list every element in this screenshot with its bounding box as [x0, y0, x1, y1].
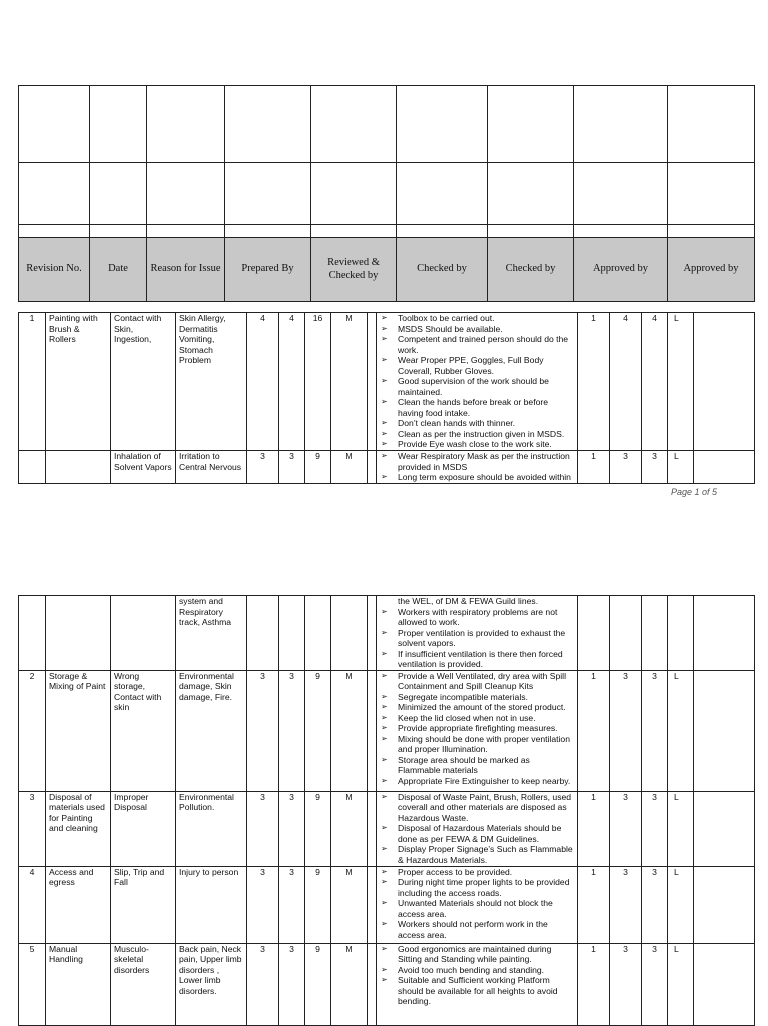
residual-level-cell: L	[668, 791, 694, 866]
spacer-cell	[368, 791, 377, 866]
residual-severity-cell: 1	[578, 943, 610, 1025]
consequence-cell: Skin Allergy, Dermatitis Vomiting, Stomach Problem	[176, 313, 247, 451]
risk-score-cell: 9	[305, 451, 331, 484]
residual-likelihood-cell: 3	[610, 943, 642, 1025]
residual-likelihood-cell: 3	[610, 670, 642, 791]
control-measure-item: ➢ If insufficient ventilation is there then forced ventilation is provided.	[380, 649, 574, 670]
control-measure-item: ➢ Clean the hands before break or before having food intake.	[380, 397, 574, 418]
risk-level-cell	[331, 596, 368, 671]
consequence-cell: Irritation to Central Nervous	[176, 451, 247, 484]
remarks-cell	[694, 596, 755, 671]
residual-level-cell: L	[668, 943, 694, 1025]
spacer-cell	[368, 451, 377, 484]
activity-cell: Storage & Mixing of Paint	[46, 670, 111, 791]
control-measure-item: ➢ Wear Respiratory Mask as per the instruction provided in MSDS	[380, 451, 574, 472]
consequence-cell: Back pain, Neck pain, Upper limb disorders , Lower limb disorders.	[176, 943, 247, 1025]
remarks-cell	[694, 670, 755, 791]
severity-cell: 3	[247, 451, 279, 484]
risk-score-cell: 9	[305, 791, 331, 866]
hazard-cell: Musculo-skeletal disorders	[111, 943, 176, 1025]
residual-level-cell: L	[668, 866, 694, 943]
control-measure-item: ➢ Proper access to be provided.	[380, 867, 574, 878]
residual-score-cell: 3	[642, 670, 668, 791]
residual-severity-cell: 1	[578, 313, 610, 451]
control-measure-item: ➢ Segregate incompatible materials.	[380, 692, 574, 703]
header-approved-by: Approved by	[668, 238, 755, 302]
item-number: 1	[19, 313, 46, 451]
control-measure-item: ➢ Workers should not perform work in the access area.	[380, 919, 574, 940]
control-measure-item: ➢ Clean as per the instruction given in MSDS.	[380, 429, 574, 440]
control-measure-item: ➢ Workers with respiratory problems are not allowed to work.	[380, 607, 574, 628]
control-measure-item: ➢ Avoid too much bending and standing.	[380, 965, 574, 976]
revision-blank-row	[19, 86, 755, 163]
control-measure-item: ➢ Provide Eye wash close to the work site.	[380, 439, 574, 450]
risk-row	[19, 943, 755, 1025]
risk-level-cell: M	[331, 943, 368, 1025]
risk-score-cell: 9	[305, 943, 331, 1025]
risk-level-cell: M	[331, 866, 368, 943]
control-measure-item: ➢ Storage area should be marked as Flammable materials	[380, 755, 574, 776]
control-measure-item: ➢ Keep the lid closed when not in use.	[380, 713, 574, 724]
control-measures-cell	[377, 866, 578, 943]
consequence-cell: Environmental damage, Skin damage, Fire.	[176, 670, 247, 791]
risk-row	[19, 596, 755, 671]
risk-table-page-1	[18, 312, 755, 484]
residual-score-cell: 4	[642, 313, 668, 451]
control-measure-item: ➢ Unwanted Materials should not block the access area.	[380, 898, 574, 919]
revision-table	[18, 85, 755, 302]
likelihood-cell: 3	[279, 670, 305, 791]
control-measure-item: ➢ Disposal of Hazardous Materials should be done as per FEWA & DM Guidelines.	[380, 823, 574, 844]
residual-score-cell: 3	[642, 866, 668, 943]
control-measures-list	[380, 792, 574, 866]
control-measure-item: ➢ Suitable and Sufficient working Platform should be available for all heights to avoid bending.	[380, 975, 574, 1007]
residual-level-cell: L	[668, 670, 694, 791]
risk-score-cell: 16	[305, 313, 331, 451]
header-revision-no: Revision No.	[19, 238, 90, 302]
control-measures-cell	[377, 451, 578, 484]
control-measure-item: ➢ Don’t clean hands with thinner.	[380, 418, 574, 429]
residual-score-cell: 3	[642, 791, 668, 866]
severity-cell: 3	[247, 943, 279, 1025]
control-measure-item: ➢ Display Proper Signage’s Such as Flammable & Hazardous Materials.	[380, 844, 574, 865]
control-measures-cell	[377, 596, 578, 671]
header-checked-by: Checked by	[397, 238, 488, 302]
remarks-cell	[694, 451, 755, 484]
header-checked-by: Checked by	[488, 238, 574, 302]
control-lead-text: the WEL, of DM & FEWA Guild lines.	[398, 596, 539, 606]
activity-cell: Manual Handling	[46, 943, 111, 1025]
control-measures-list	[380, 867, 574, 941]
risk-row	[19, 866, 755, 943]
control-measure-item: ➢ Disposal of Waste Paint, Brush, Rollers, used coverall and other materials are disposed as Hazardous Waste.	[380, 792, 574, 824]
risk-level-cell: M	[331, 791, 368, 866]
consequence-cell: Injury to person	[176, 866, 247, 943]
risk-level-cell: M	[331, 313, 368, 451]
control-measure-item: ➢ Good supervision of the work should be maintained.	[380, 376, 574, 397]
remarks-cell	[694, 866, 755, 943]
risk-row	[19, 451, 755, 484]
risk-score-cell	[305, 596, 331, 671]
residual-severity-cell	[578, 596, 610, 671]
header-reviewed-checked-by: Reviewed & Checked by	[311, 238, 397, 302]
residual-severity-cell: 1	[578, 451, 610, 484]
hazard-cell: Slip, Trip and Fall	[111, 866, 176, 943]
residual-likelihood-cell: 3	[610, 866, 642, 943]
remarks-cell	[694, 943, 755, 1025]
hazard-cell: Contact with Skin, Ingestion,	[111, 313, 176, 451]
spacer-cell	[368, 596, 377, 671]
spacer-cell	[368, 943, 377, 1025]
item-number	[19, 451, 46, 484]
risk-level-cell: M	[331, 670, 368, 791]
activity-cell: Painting with Brush & Rollers	[46, 313, 111, 451]
page-number: Page 1 of 5	[670, 487, 717, 497]
item-number	[19, 596, 46, 671]
control-measures-list	[380, 451, 574, 483]
control-measures-list	[380, 313, 574, 450]
consequence-cell: Environmental Pollution.	[176, 791, 247, 866]
severity-cell: 3	[247, 670, 279, 791]
control-measure-item: ➢ Wear Proper PPE, Goggles, Full Body Coverall, Rubber Gloves.	[380, 355, 574, 376]
control-measure-item: ➢ Proper ventilation is provided to exhaust the solvent vapors.	[380, 628, 574, 649]
risk-row	[19, 670, 755, 791]
risk-table-page-2	[18, 595, 755, 1026]
consequence-cell: system and Respiratory track, Asthma	[176, 596, 247, 671]
control-measures-cell	[377, 670, 578, 791]
control-measure-item: ➢ During night time proper lights to be provided including the access roads.	[380, 877, 574, 898]
item-number: 2	[19, 670, 46, 791]
risk-score-cell: 9	[305, 670, 331, 791]
item-number: 5	[19, 943, 46, 1025]
control-measure-item: ➢ Toolbox to be carried out.	[380, 313, 574, 324]
residual-level-cell	[668, 596, 694, 671]
activity-cell: Disposal of materials used for Painting and cleaning	[46, 791, 111, 866]
spacer-cell	[368, 313, 377, 451]
header-reason-for-issue: Reason for Issue	[147, 238, 225, 302]
activity-cell	[46, 596, 111, 671]
residual-severity-cell: 1	[578, 670, 610, 791]
control-measures-cell	[377, 943, 578, 1025]
hazard-cell: Improper Disposal	[111, 791, 176, 866]
control-measure-item: ➢ Good ergonomics are maintained during Sitting and Standing while painting.	[380, 944, 574, 965]
risk-row	[19, 313, 755, 451]
residual-likelihood-cell	[610, 596, 642, 671]
residual-level-cell: L	[668, 313, 694, 451]
remarks-cell	[694, 791, 755, 866]
severity-cell: 3	[247, 791, 279, 866]
control-measures-cell	[377, 313, 578, 451]
severity-cell: 4	[247, 313, 279, 451]
risk-level-cell: M	[331, 451, 368, 484]
residual-score-cell	[642, 596, 668, 671]
residual-severity-cell: 1	[578, 866, 610, 943]
activity-cell	[46, 451, 111, 484]
likelihood-cell: 3	[279, 791, 305, 866]
severity-cell: 3	[247, 866, 279, 943]
hazard-cell	[111, 596, 176, 671]
residual-likelihood-cell: 4	[610, 313, 642, 451]
control-measure-item: ➢ Appropriate Fire Extinguisher to keep nearby.	[380, 776, 574, 787]
residual-likelihood-cell: 3	[610, 451, 642, 484]
severity-cell	[247, 596, 279, 671]
control-measures-list	[380, 607, 574, 670]
residual-level-cell: L	[668, 451, 694, 484]
residual-severity-cell: 1	[578, 791, 610, 866]
activity-cell: Access and egress	[46, 866, 111, 943]
revision-blank-row	[19, 225, 755, 238]
control-measure-item: ➢ Competent and trained person should do the work.	[380, 334, 574, 355]
control-measures-cell	[377, 791, 578, 866]
control-measure-item: ➢ Provide appropriate firefighting measures.	[380, 723, 574, 734]
remarks-cell	[694, 313, 755, 451]
risk-row	[19, 791, 755, 866]
header-prepared-by: Prepared By	[225, 238, 311, 302]
likelihood-cell: 3	[279, 451, 305, 484]
header-date: Date	[90, 238, 147, 302]
control-measure-item: ➢ Long term exposure should be avoided within	[380, 472, 574, 483]
residual-likelihood-cell: 3	[610, 791, 642, 866]
hazard-cell: Wrong storage, Contact with skin	[111, 670, 176, 791]
spacer-cell	[368, 670, 377, 791]
revision-header-row	[19, 238, 755, 302]
spacer-cell	[368, 866, 377, 943]
item-number: 3	[19, 791, 46, 866]
likelihood-cell: 3	[279, 866, 305, 943]
likelihood-cell	[279, 596, 305, 671]
control-measure-item: ➢ Mixing should be done with proper ventilation and proper Illumination.	[380, 734, 574, 755]
item-number: 4	[19, 866, 46, 943]
residual-score-cell: 3	[642, 451, 668, 484]
likelihood-cell: 4	[279, 313, 305, 451]
hazard-cell: Inhalation of Solvent Vapors	[111, 451, 176, 484]
control-measure-item: ➢ Minimized the amount of the stored product.	[380, 702, 574, 713]
risk-score-cell: 9	[305, 866, 331, 943]
control-measure-item: ➢ Provide a Well Ventilated, dry area with Spill Containment and Spill Cleanup Kits	[380, 671, 574, 692]
residual-score-cell: 3	[642, 943, 668, 1025]
revision-blank-row	[19, 163, 755, 225]
header-approved-by: Approved by	[574, 238, 668, 302]
control-measures-list	[380, 944, 574, 1007]
control-measures-list	[380, 671, 574, 787]
likelihood-cell: 3	[279, 943, 305, 1025]
control-measure-item: ➢ MSDS Should be available.	[380, 324, 574, 335]
